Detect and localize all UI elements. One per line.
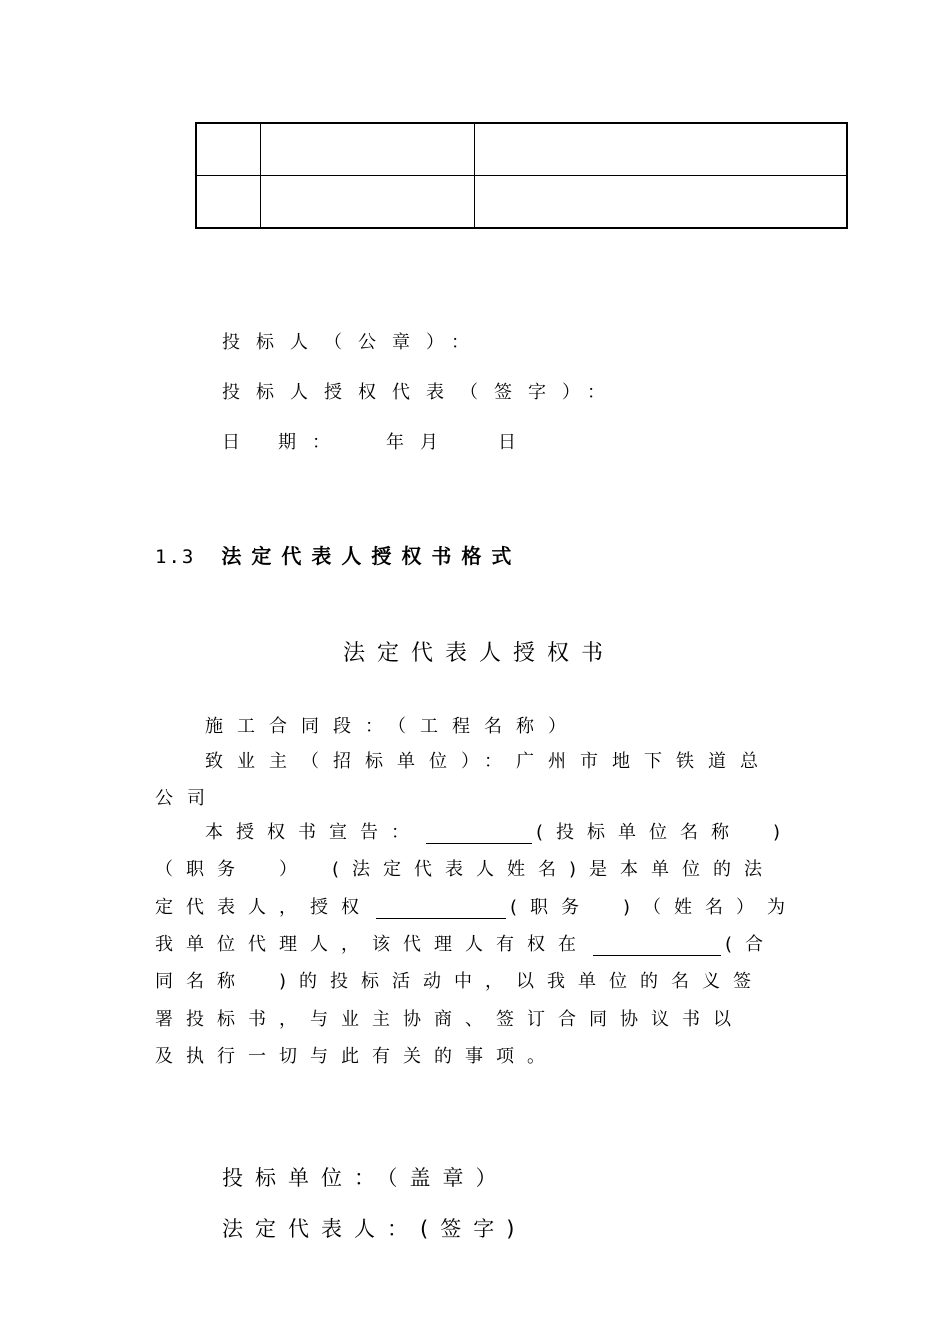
declaration-line-3 (155, 893, 798, 919)
date-month: 月 (420, 432, 454, 453)
declaration-l3b: (职务 )（姓名）为 (510, 897, 799, 918)
declaration-line-4 (155, 930, 776, 956)
form-table (195, 122, 848, 229)
bidder-rep-line: 投标人授权代表（签字）： (222, 382, 621, 403)
declaration-suffix: (投标单位名称 ) (536, 822, 794, 843)
declaration-line-5: 同名称 )的投标活动中，以我单位的名义签 (155, 971, 765, 992)
table-row (196, 123, 847, 176)
document-title: 法定代表人授权书 (342, 641, 615, 666)
table-row (196, 176, 847, 229)
owner-line-2: 公司 (155, 788, 219, 809)
declaration-line-7: 及执行一切与此有关的事项。 (155, 1046, 558, 1067)
date-label-2: 期： (278, 432, 346, 453)
bidder-seal-line: 投标人（公章）： (222, 332, 485, 353)
section-heading (155, 540, 521, 569)
section-title: 法定代表人授权书格式 (221, 544, 522, 568)
table-cell (475, 123, 848, 176)
table-cell (261, 176, 475, 229)
declaration-line-2: （职务 ） (法定代表人姓名)是本单位的法 (155, 859, 776, 880)
table-cell (196, 176, 261, 229)
blank-contract-name (593, 937, 721, 956)
declaration-l4b: (合 (725, 934, 777, 955)
date-year: 年 (386, 432, 420, 453)
contract-section-line: 施工合同段：（工程名称） (205, 716, 580, 737)
declaration-l3a: 定代表人，授权 (155, 897, 372, 918)
bidding-unit-seal: 投标单位：（盖章） (222, 1166, 509, 1190)
table-cell (196, 123, 261, 176)
date-label-1: 日 (222, 432, 256, 453)
table-cell (261, 123, 475, 176)
declaration-line-1 (205, 818, 793, 844)
declaration-line-6: 署投标书，与业主协商、签订合同协议书以 (155, 1009, 744, 1030)
table-cell (475, 176, 848, 229)
declaration-prefix: 本授权书宣告： (205, 822, 422, 843)
blank-unit-name (426, 825, 532, 844)
blank-position (376, 900, 506, 919)
legal-rep-signature: 法定代表人：(签字) (222, 1217, 527, 1241)
date-day: 日 (498, 432, 532, 453)
owner-line-1: 致业主（招标单位）：广州市地下铁道总 (205, 751, 772, 772)
date-line (222, 428, 532, 454)
section-number: 1.3 (155, 546, 196, 568)
declaration-l4a: 我单位代理人，该代理人有权在 (155, 934, 589, 955)
